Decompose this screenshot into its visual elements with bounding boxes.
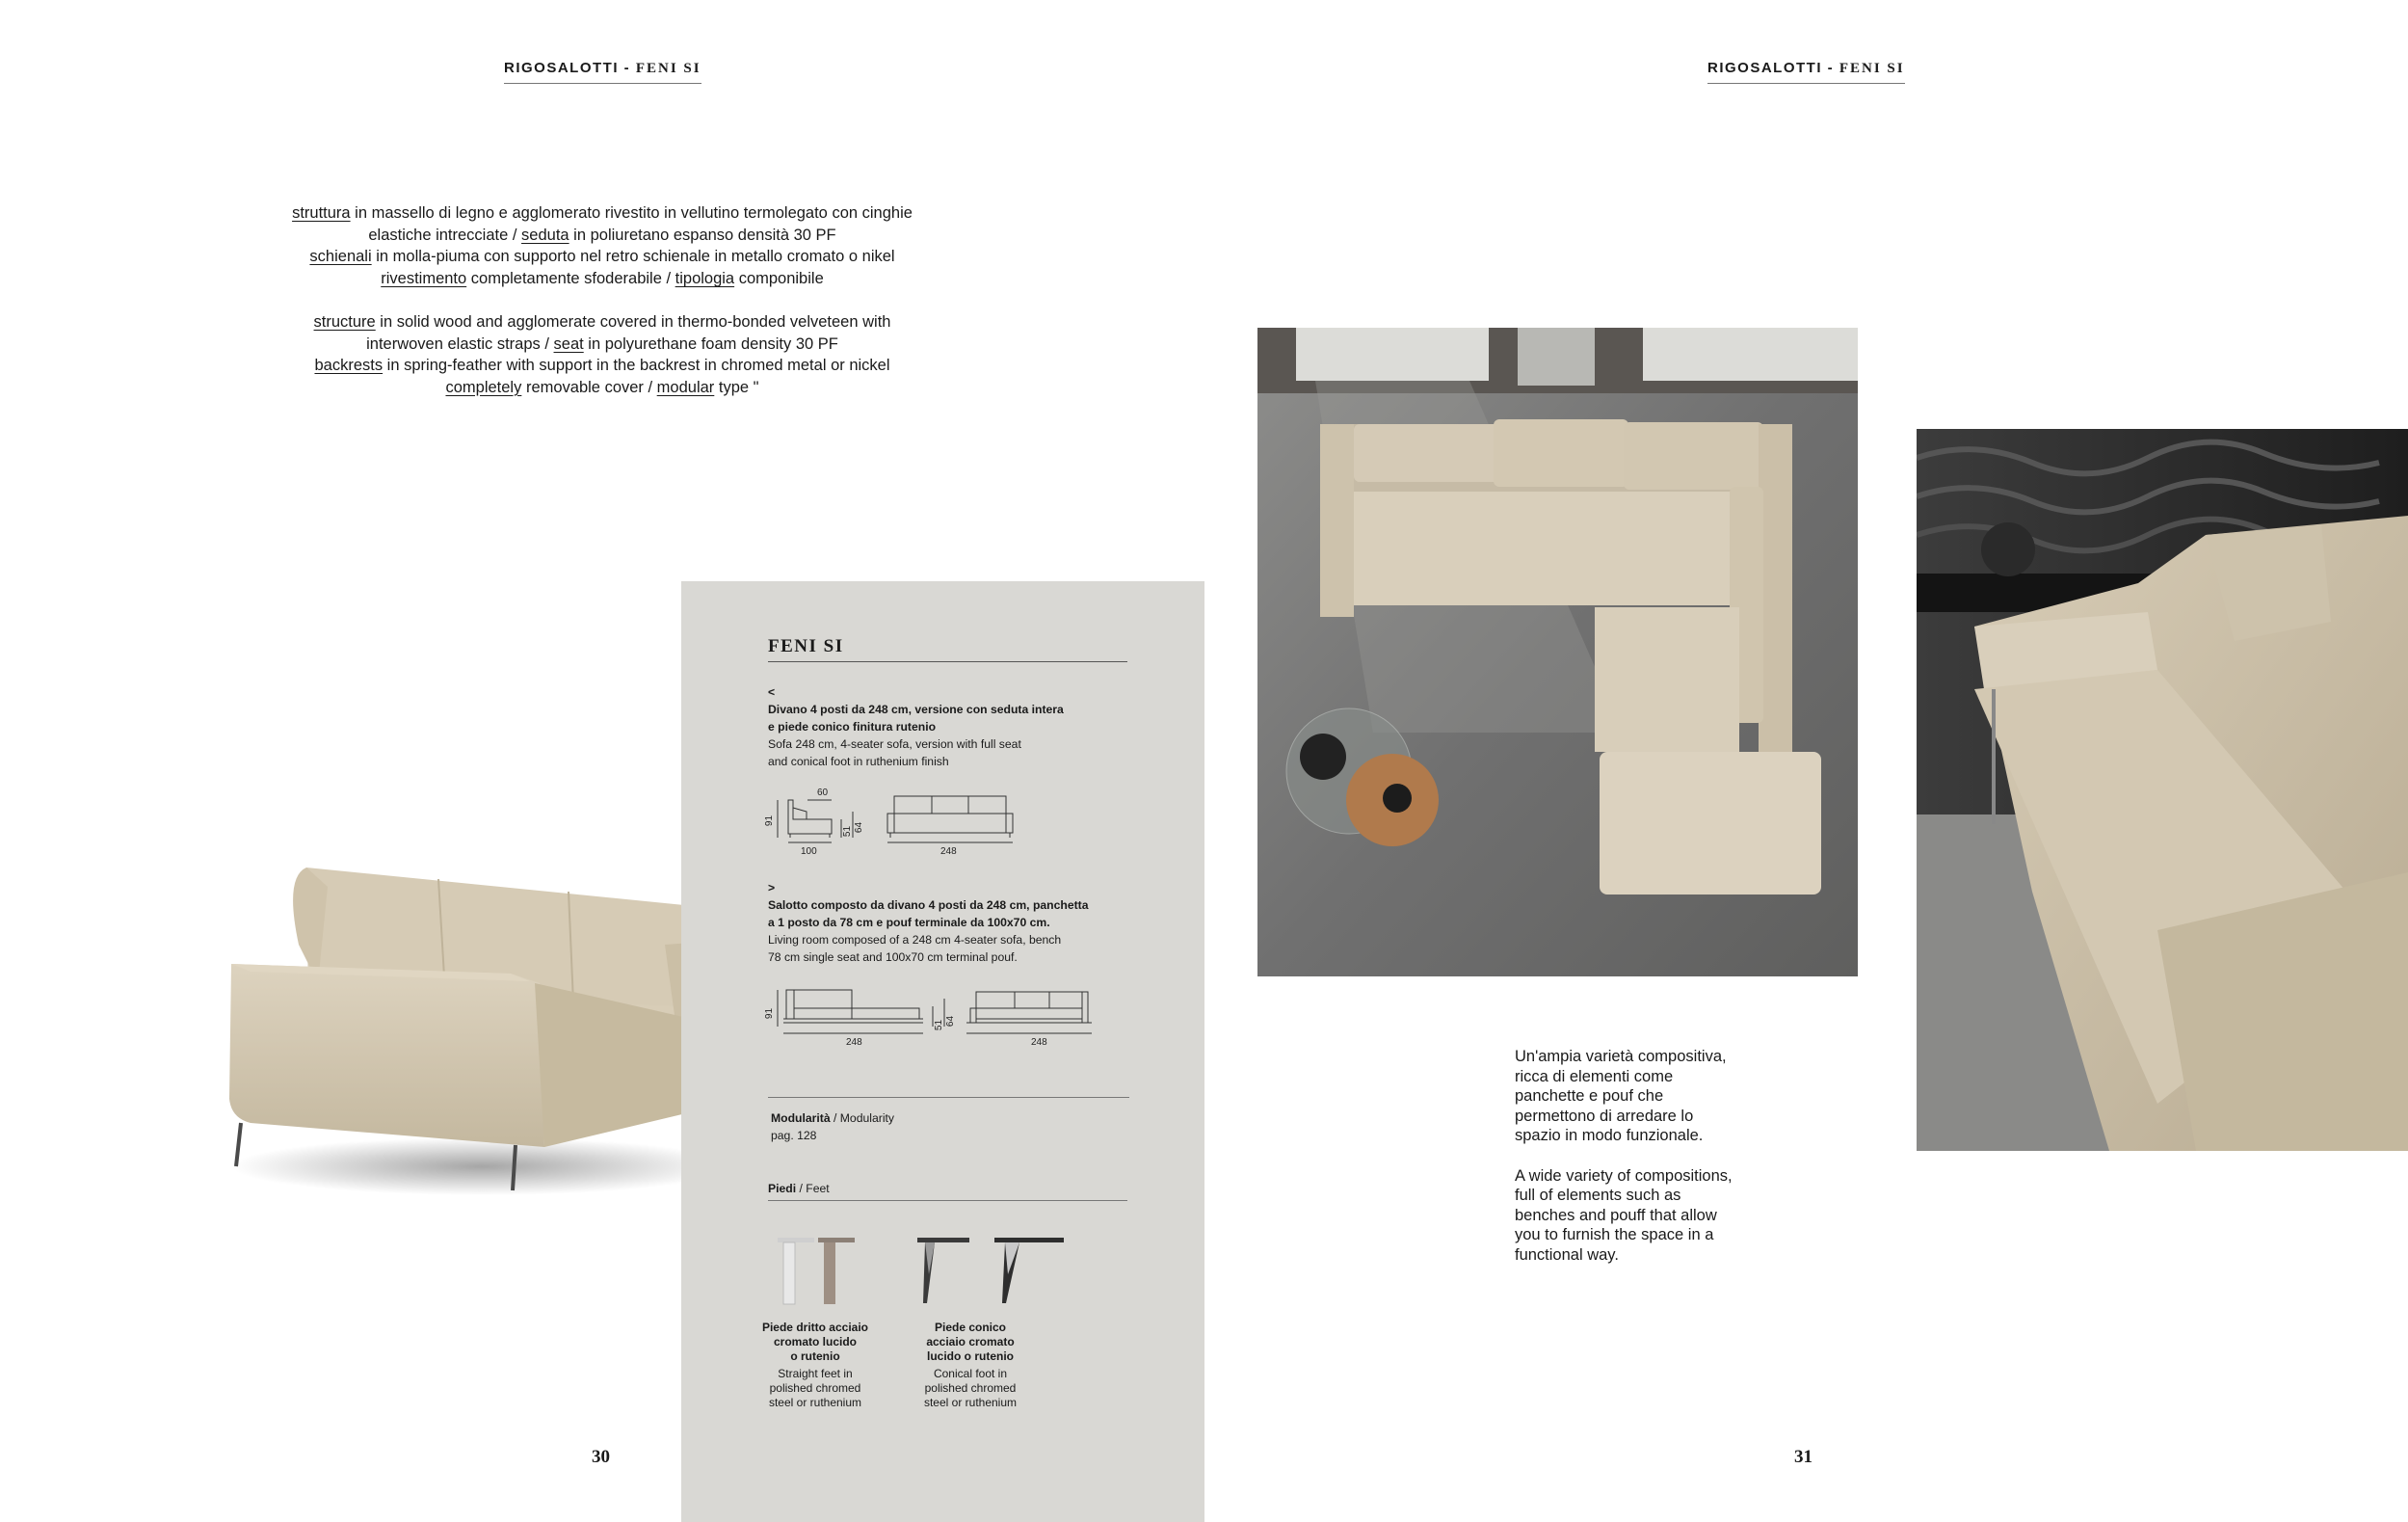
- item2-desc-2: 78 cm single seat and 100x70 cm terminal pouf.: [768, 950, 1018, 964]
- keyword: structure: [313, 312, 376, 331]
- description-line: ricca di elementi come: [1515, 1067, 1674, 1085]
- foot-caption-line: steel or ruthenium: [768, 1396, 862, 1409]
- item1-technical-drawing: [764, 790, 1024, 860]
- keyword: schienali: [309, 248, 372, 266]
- modularity-label-it: Modularità: [771, 1111, 831, 1125]
- item1-marker: <: [768, 685, 776, 699]
- text-segment: componibile: [734, 270, 824, 288]
- text-segment: in poliuretano espanso densità 30 PF: [569, 226, 836, 244]
- right-header: [1707, 60, 1905, 84]
- item1-dim-arm: 60: [817, 788, 829, 798]
- conical-foot-caption: [899, 1321, 1042, 1410]
- corner-sofa-top-view-photo: [1257, 328, 1858, 976]
- product-title: FENI SI: [768, 636, 844, 656]
- description-line: functional way.: [1515, 1245, 1619, 1264]
- foot-caption-line: polished chromed: [769, 1381, 861, 1395]
- foot-caption-line: o rutenio: [790, 1349, 840, 1363]
- intro-italian: [236, 202, 968, 290]
- foot-caption-line: acciaio cromato: [926, 1335, 1015, 1348]
- modularity-divider: [768, 1097, 1129, 1098]
- modularity-block: [771, 1109, 894, 1144]
- straight-foot-it: [744, 1321, 886, 1364]
- foot-caption-line: lucido o rutenio: [927, 1349, 1014, 1363]
- item1-desc-2: and conical foot in ruthenium finish: [768, 755, 949, 768]
- conical-foot-en: [899, 1367, 1042, 1410]
- description-line: permettono di arredare lo: [1515, 1107, 1694, 1125]
- title-divider: [768, 661, 1127, 662]
- foot-caption-line: Straight feet in: [778, 1367, 853, 1380]
- item2-marker: >: [768, 881, 776, 895]
- page-number-right: 31: [1794, 1447, 1813, 1467]
- item2-dim-height: 91: [764, 1007, 776, 1020]
- conical-foot-it: [899, 1321, 1042, 1364]
- description-line: benches and pouff that allow: [1515, 1206, 1717, 1224]
- header-brand: RIGOSALOTTI -: [1707, 60, 1835, 76]
- left-header: [504, 60, 701, 84]
- description-line: panchette e pouf che: [1515, 1087, 1664, 1106]
- text-segment: interwoven elastic straps /: [366, 334, 554, 353]
- item2-dim-back: 64: [945, 1015, 957, 1028]
- right-description-en: [1515, 1166, 1756, 1266]
- text-segment: in spring-feather with support in the backrest in chromed metal or nickel: [383, 357, 890, 375]
- modularity-page: pag. 128: [771, 1129, 817, 1142]
- item2-dim-width-a: 248: [846, 1037, 862, 1048]
- foot-caption-line: Piede dritto acciaio: [761, 1321, 869, 1334]
- description-line: A wide variety of compositions,: [1515, 1166, 1733, 1185]
- text-segment: type ": [714, 378, 759, 396]
- foot-caption-line: Piede conico: [934, 1321, 1007, 1334]
- text-segment: in massello di legno e agglomerato rivestito in vellutino termolegato con cinghie: [350, 204, 913, 222]
- item2-dim-seat: 51: [934, 1019, 945, 1031]
- description-line: full of elements such as: [1515, 1187, 1681, 1205]
- sofa-side-view-photo: [1917, 429, 2408, 1151]
- item2-title-1: Salotto composto da divano 4 posti da 248 cm, panchetta: [768, 898, 1089, 912]
- keyword: completely: [445, 378, 522, 396]
- item2-dim-width-b: 248: [1031, 1037, 1047, 1048]
- item1-block: [768, 683, 1134, 770]
- header-model: FENI SI: [1839, 61, 1905, 76]
- right-description: [1515, 1047, 1756, 1285]
- foot-caption-line: polished chromed: [924, 1381, 1017, 1395]
- intro-text: [236, 202, 968, 420]
- item2-desc-1: Living room composed of a 248 cm 4-seater sofa, bench: [768, 933, 1062, 947]
- item2-title-2: a 1 posto da 78 cm e pouf terminale da 100x70 cm.: [768, 916, 1050, 929]
- keyword: seduta: [521, 226, 569, 244]
- modularity-label-en: / Modularity: [830, 1111, 895, 1125]
- sofa-product-image: [193, 848, 752, 1215]
- item1-desc-1: Sofa 248 cm, 4-seater sofa, version with full seat: [768, 737, 1021, 751]
- foot-caption-line: cromato lucido: [773, 1335, 857, 1348]
- straight-foot-image: [774, 1236, 860, 1308]
- straight-foot-en: [744, 1367, 886, 1410]
- item1-dim-seat: 51: [842, 825, 854, 838]
- item1-dim-depth: 100: [801, 846, 817, 857]
- foot-caption-line: Conical foot in: [933, 1367, 1008, 1380]
- feet-label-it: Piedi: [768, 1182, 797, 1195]
- straight-foot-caption: [744, 1321, 886, 1410]
- header-brand: RIGOSALOTTI -: [504, 60, 631, 76]
- feet-label-en: / Feet: [796, 1182, 830, 1195]
- page-number-left: 30: [592, 1447, 610, 1467]
- item2-block: [768, 879, 1153, 966]
- text-segment: elastiche intrecciate /: [368, 226, 522, 244]
- right-description-it: [1515, 1047, 1756, 1146]
- text-segment: in polyurethane foam density 30 PF: [583, 334, 838, 353]
- text-segment: completamente sfoderabile /: [466, 270, 675, 288]
- header-model: FENI SI: [635, 61, 701, 76]
- keyword: rivestimento: [381, 270, 467, 288]
- text-segment: removable cover /: [521, 378, 657, 396]
- description-line: you to furnish the space in a: [1515, 1226, 1714, 1244]
- item1-title-2: e piede conico finitura rutenio: [768, 720, 937, 734]
- keyword: seat: [553, 334, 584, 353]
- keyword: modular: [656, 378, 715, 396]
- description-line: spazio in modo funzionale.: [1515, 1127, 1704, 1145]
- item1-dim-height: 91: [764, 814, 776, 827]
- keyword: struttura: [292, 204, 351, 222]
- keyword: tipologia: [675, 270, 735, 288]
- feet-heading: [768, 1180, 830, 1197]
- text-segment: in molla-piuma con supporto nel retro schienale in metallo cromato o nikel: [371, 248, 895, 266]
- item1-dim-back: 64: [854, 821, 865, 834]
- description-line: Un'ampia varietà compositiva,: [1515, 1048, 1727, 1065]
- feet-divider: [768, 1200, 1127, 1201]
- item1-dim-width: 248: [940, 846, 957, 857]
- conical-foot-image: [913, 1236, 1068, 1308]
- foot-caption-line: steel or ruthenium: [923, 1396, 1018, 1409]
- item1-title-1: Divano 4 posti da 248 cm, versione con seduta intera: [768, 703, 1064, 716]
- intro-english: [236, 311, 968, 399]
- keyword: backrests: [314, 357, 384, 375]
- text-segment: in solid wood and agglomerate covered in thermo-bonded velveteen with: [375, 312, 891, 331]
- modularity-label: [771, 1109, 894, 1127]
- item2-technical-drawing: [764, 983, 1101, 1055]
